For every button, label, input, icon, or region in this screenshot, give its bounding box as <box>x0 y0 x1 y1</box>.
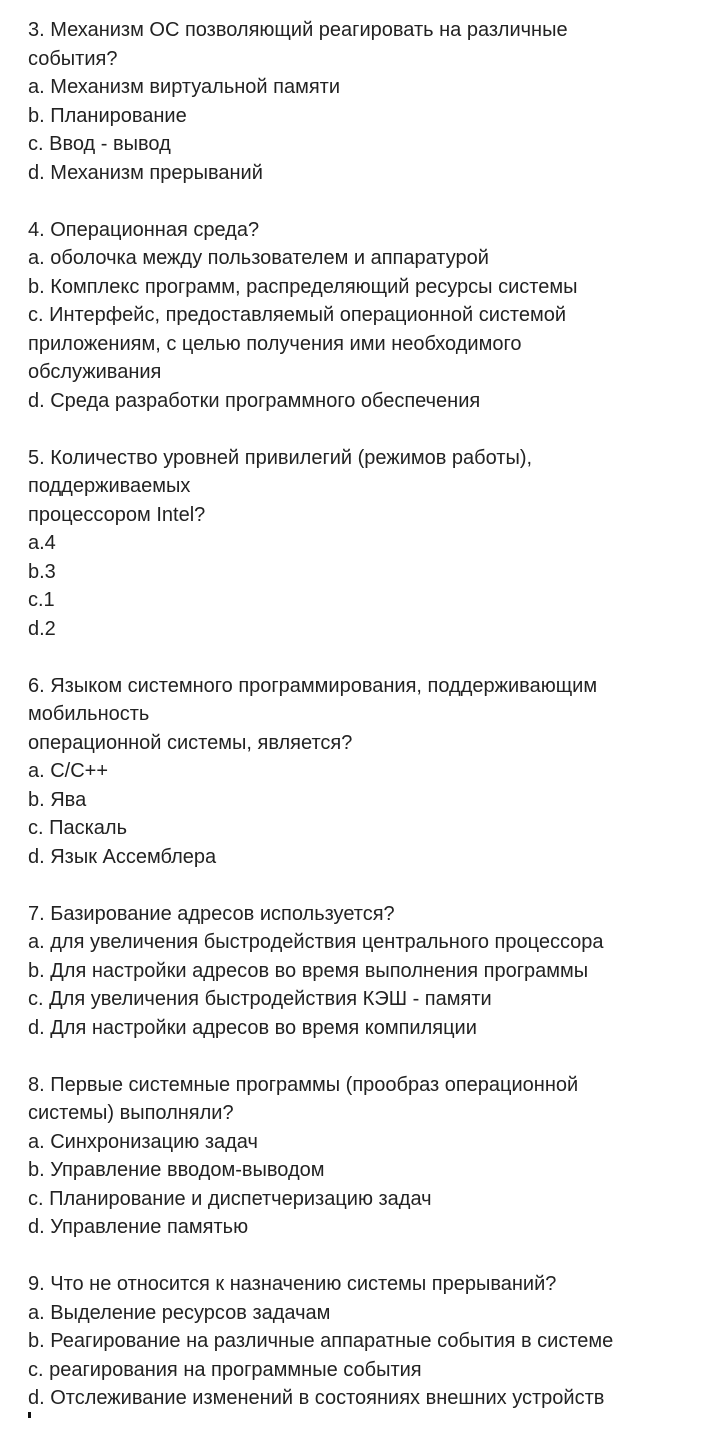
answer-option: d. Среда разработки программного обеспечения <box>28 389 481 412</box>
question-text: 7. Базирование адресов используется? <box>28 902 395 925</box>
question-text: 5. Количество уровней привилегий (режимов работы), <box>28 446 533 469</box>
question-text: 4. Операционная среда? <box>28 218 260 241</box>
answer-option: b. Ява <box>28 788 87 811</box>
question-text: события? <box>28 47 118 70</box>
document-page <box>28 16 708 1441</box>
question-text: поддерживаемых <box>28 475 191 497</box>
answer-option: a. C/C++ <box>28 760 109 782</box>
answer-option: d. Механизм прерываний <box>28 161 263 184</box>
answer-option: c. реагирования на программные события <box>28 1358 422 1381</box>
answer-option: a. Выделение ресурсов задачам <box>28 1301 331 1324</box>
answer-option: a. оболочка между пользователем и аппаратурой <box>28 247 489 269</box>
answer-option: a. Синхронизацию задач <box>28 1130 258 1153</box>
question-text: операционной системы, является? <box>28 731 353 754</box>
answer-option: b. Комплекс программ, распределяющий ресурсы системы <box>28 275 578 298</box>
answer-option-continuation: обслуживания <box>28 361 162 383</box>
question-text: мобильность <box>28 703 150 725</box>
question-5 <box>28 444 708 644</box>
answer-option: c. Планирование и диспетчеризацию задач <box>28 1187 432 1210</box>
answer-option: b. Управление вводом-выводом <box>28 1159 325 1181</box>
answer-option: c. Паскаль <box>28 817 128 839</box>
question-text: 8. Первые системные программы (прообраз операционной <box>28 1073 579 1096</box>
answer-option: c. Для увеличения быстродействия КЭШ - памяти <box>28 988 492 1010</box>
answer-option: a. для увеличения быстродействия центрального процессора <box>28 931 604 953</box>
answer-option: d. Для настройки адресов во время компиляции <box>28 1016 477 1039</box>
question-text: 9. Что не относится к назначению системы прерываний? <box>28 1273 557 1295</box>
question-text: процессором Intel? <box>28 503 206 526</box>
question-3 <box>28 16 708 187</box>
question-4 <box>28 216 708 416</box>
question-6 <box>28 672 708 872</box>
question-text: 3. Механизм ОС позволяющий реагировать на различные <box>28 19 568 41</box>
answer-option: b. Реагирование на различные аппаратные события в системе <box>28 1330 614 1352</box>
answer-option: b. Планирование <box>28 104 187 127</box>
question-7 <box>28 900 708 1043</box>
answer-option: d. Язык Ассемблера <box>28 845 217 868</box>
question-text: системы) выполняли? <box>28 1102 234 1124</box>
answer-option: b.3 <box>28 560 56 583</box>
answer-option: a. Механизм виртуальной памяти <box>28 76 341 98</box>
cut-off-text-mark <box>28 1412 31 1418</box>
question-9 <box>28 1270 708 1413</box>
answer-option: d.2 <box>28 617 56 640</box>
answer-option: c.1 <box>28 589 55 611</box>
question-text: 6. Языком системного программирования, поддерживающим <box>28 674 598 697</box>
answer-option-continuation: приложениям, с целью получения ими необходимого <box>28 332 522 355</box>
question-8 <box>28 1071 708 1242</box>
answer-option: d. Отслеживание изменений в состояниях внешних устройств <box>28 1387 605 1409</box>
answer-option: c. Интерфейс, предоставляемый операционной системой <box>28 304 566 326</box>
answer-option: d. Управление памятью <box>28 1216 249 1238</box>
answer-option: a.4 <box>28 532 56 554</box>
answer-option: c. Ввод - вывод <box>28 133 171 155</box>
answer-option: b. Для настройки адресов во время выполнения программы <box>28 959 589 982</box>
